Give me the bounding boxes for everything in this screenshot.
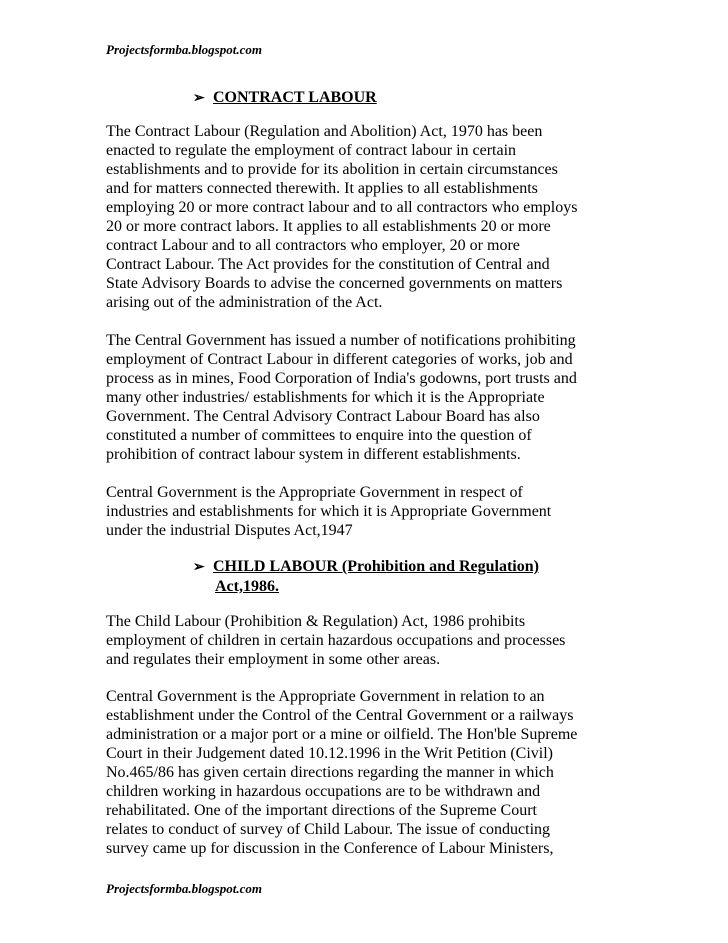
text-line: State Advisory Boards to advise the concerned governments on matters (106, 275, 563, 292)
text-line: employing 20 or more contract labour and to all contractors who employs (106, 199, 578, 216)
text-line: establishment under the Control of the Central Government or a railways (106, 707, 574, 724)
text-line: 20 or more contract labors. It applies to all establishments 20 or more (106, 218, 551, 235)
text-line: process as in mines, Food Corporation of India's godowns, port trusts and (106, 370, 577, 387)
text-line: establishments and to provide for its abolition in certain circumstances (106, 161, 558, 178)
text-line: The Central Government has issued a number of notifications prohibiting (106, 332, 576, 349)
text-line: employment of Contract Labour in different categories of works, job and (106, 351, 573, 368)
text-line: arising out of the administration of the Act. (106, 294, 383, 311)
paragraph-contract-labour-act (106, 122, 626, 312)
text-line: prohibition of contract labour system in different establishments. (106, 446, 521, 463)
heading-text: CHILD LABOUR (Prohibition and Regulation) (213, 558, 539, 575)
text-line: Court in their Judgement dated 10.12.1996 in the Writ Petition (Civil) (106, 745, 554, 762)
page-header: Projectsformba.blogspot.com (106, 42, 262, 57)
text-line: employment of children in certain hazardous occupations and processes (106, 632, 566, 649)
heading-text-line2: Act,1986. (215, 578, 279, 595)
text-line: industries and establishments for which it is Appropriate Government (106, 503, 552, 520)
arrow-bullet-icon: ➢ (193, 91, 205, 106)
paragraph-appropriate-government (106, 483, 626, 540)
text-line: administration or a major port or a mine or oilfield. The Hon'ble Supreme (106, 726, 578, 743)
page-footer: Projectsformba.blogspot.com (106, 881, 262, 896)
text-line: children working in hazardous occupations are to be withdrawn and (106, 783, 541, 800)
text-line: Government. The Central Advisory Contract Labour Board has also (106, 408, 540, 425)
text-line: Contract Labour. The Act provides for the constitution of Central and (106, 256, 550, 273)
text-line: No.465/86 has given certain directions regarding the manner in which (106, 764, 554, 781)
heading-text: CONTRACT LABOUR (213, 89, 377, 106)
text-line: constituted a number of committees to enquire into the question of (106, 427, 532, 444)
text-line: The Child Labour (Prohibition & Regulation) Act, 1986 prohibits (106, 613, 526, 630)
text-line: Central Government is the Appropriate Government in respect of (106, 484, 523, 501)
text-line: relates to conduct of survey of Child Labour. The issue of conducting (106, 821, 551, 838)
text-line: enacted to regulate the employment of contract labour in certain (106, 142, 517, 159)
section-heading-contract-labour (193, 88, 377, 108)
text-line: contract Labour and to all contractors who employer, 20 or more (106, 237, 520, 254)
text-line: Central Government is the Appropriate Government in relation to an (106, 688, 545, 705)
text-line: survey came up for discussion in the Conference of Labour Ministers, (106, 840, 554, 857)
paragraph-supreme-court (106, 687, 626, 858)
text-line: and for matters connected therewith. It applies to all establishments (106, 180, 538, 197)
paragraph-notifications (106, 331, 626, 464)
section-heading-child-labour (193, 557, 539, 596)
text-line: many other industries/ establishments for which it is the Appropriate (106, 389, 545, 406)
text-line: The Contract Labour (Regulation and Abolition) Act, 1970 has been (106, 123, 543, 140)
text-line: rehabilitated. One of the important directions of the Supreme Court (106, 802, 537, 819)
arrow-bullet-icon: ➢ (193, 560, 205, 575)
text-line: under the industrial Disputes Act,1947 (106, 522, 353, 539)
paragraph-child-labour-act (106, 612, 626, 669)
text-line: and regulates their employment in some other areas. (106, 651, 441, 668)
